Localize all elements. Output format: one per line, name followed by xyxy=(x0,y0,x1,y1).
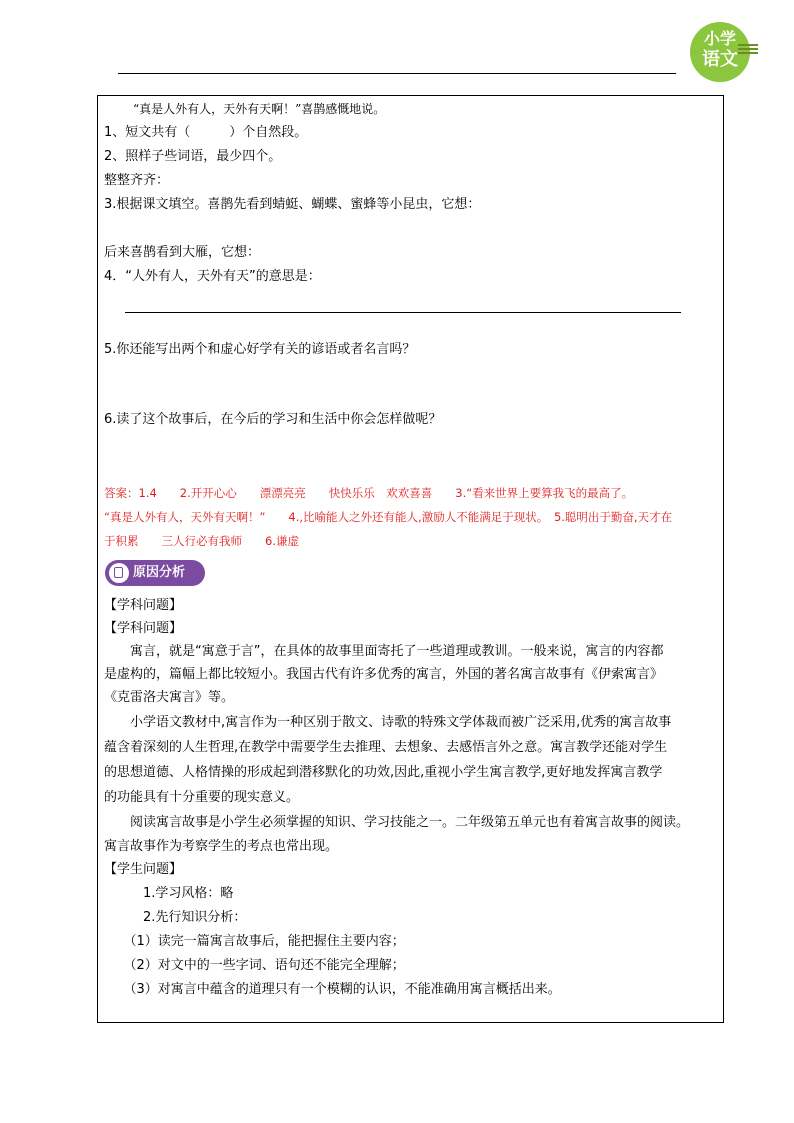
question-3-part-2: 后来喜鹊看到大雁，它想： xyxy=(104,245,261,260)
document-icon xyxy=(109,563,129,583)
student-issue-item: 2.先行知识分析： xyxy=(104,910,247,925)
analysis-paragraph: 阅读寓言故事是小学生必须掌握的知识、学习技能之一。二年级第五单元也有着寓言故事的阅读。 xyxy=(104,815,690,830)
section-badge-label: 原因分析 xyxy=(133,565,186,580)
logo xyxy=(690,22,750,82)
question-2: 2、照样子些词语，最少四个。 xyxy=(104,149,282,164)
student-issue-item: （2）对文中的一些字词、语句还不能完全理解； xyxy=(104,958,405,973)
analysis-paragraph: 的功能具有十分重要的现实意义。 xyxy=(104,790,300,805)
answer-blank-line xyxy=(125,312,681,313)
answer-line-1: 答案：1.4 2.开开心心 漂漂亮亮 快快乐乐 欢欢喜喜 3.“看来世界上要算我飞的最高了。 xyxy=(104,486,634,500)
logo-text-top: 小学 xyxy=(703,29,736,48)
question-6: 6.读了这个故事后，在今后的学习和生活中你会怎样做呢？ xyxy=(104,412,442,427)
analysis-paragraph: 蕴含着深刻的人生哲理,在教学中需要学生去推理、去想象、去感悟言外之意。寓言教学还能对学生 xyxy=(104,740,668,755)
logo-stripe xyxy=(738,48,758,50)
section-badge xyxy=(105,560,205,586)
student-issue-item: （1）读完一篇寓言故事后，能把握住主要内容； xyxy=(104,934,405,949)
answer-line-3: 于积累 三人行必有我师 6.谦虚 xyxy=(104,534,299,548)
logo-stripe xyxy=(738,52,758,54)
analysis-paragraph: 是虚构的，篇幅上都比较短小。我国古代有许多优秀的寓言，外国的著名寓言故事有《伊索寓言》 xyxy=(104,667,664,682)
question-2-example: 整整齐齐： xyxy=(104,173,170,188)
header-rule xyxy=(118,73,676,74)
question-5: 5.你还能写出两个和虚心好学有关的谚语或者名言吗？ xyxy=(104,342,416,357)
story-quote: “真是人外有人，天外有天啊！”喜鹊感慨地说。 xyxy=(133,102,386,116)
student-issue-item: 1.学习风格：略 xyxy=(104,886,234,901)
analysis-paragraph: 的思想道德、人格情操的形成起到潜移默化的功效,因此,重视小学生寓言教学,更好地发挥寓言教学 xyxy=(104,765,663,780)
logo-stripe xyxy=(738,44,758,46)
analysis-paragraph: 寓言故事作为考察学生的考点也常出现。 xyxy=(104,839,339,854)
student-issues-heading: 【学生问题】 xyxy=(104,862,183,877)
analysis-paragraph: 寓言，就是“寓意于言”，在具体的故事里面寄托了一些道理或教训。一般来说，寓言的内容都 xyxy=(104,644,664,659)
student-issue-item: （3）对寓言中蕴含的道理只有一个模糊的认识，不能准确用寓言概括出来。 xyxy=(104,982,561,997)
answer-line-2: “真是人外有人，天外有天啊！” 4.,比喻能人之外还有能人,激励人不能满足于现状。 5.聪明出于勤奋,天才在 xyxy=(104,510,673,524)
analysis-paragraph: 小学语文教材中,寓言作为一种区别于散文、诗歌的特殊文学体裁而被广泛采用,优秀的寓言故事 xyxy=(104,715,672,730)
question-1: 1、短文共有（ ）个自然段。 xyxy=(104,125,308,140)
analysis-heading: 【学科问题】 xyxy=(104,598,183,613)
analysis-heading: 【学科问题】 xyxy=(104,621,183,636)
analysis-paragraph: 《克雷洛夫寓言》等。 xyxy=(104,690,235,705)
question-4: 4．“人外有人，天外有天”的意思是： xyxy=(104,269,321,284)
question-3: 3.根据课文填空。喜鹊先看到蜻蜓、蝴蝶、蜜蜂等小昆虫，它想： xyxy=(104,197,481,212)
logo-text-bottom: 语文 xyxy=(702,49,738,70)
